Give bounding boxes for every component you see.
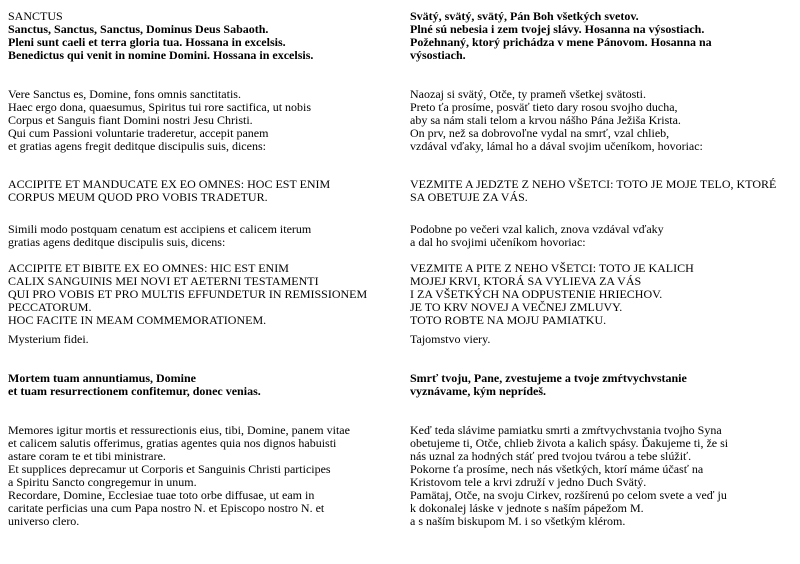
- left-paragraph: [8, 223, 393, 249]
- text-line: Požehnaný, ktorý prichádza v mene Pánovom. Hosanna na: [410, 35, 712, 49]
- text-line: Haec ergo dona, quaesumus, Spiritus tui rore sactifica, ut nobis: [8, 100, 312, 114]
- text-line: Mysterium fidei.: [8, 332, 89, 346]
- text-line: Naozaj si svätý, Otče, ty prameň všetkej svätosti.: [410, 87, 646, 101]
- text-line: a dal ho svojimi učeníkom hovoriac:: [410, 235, 586, 249]
- text-line: On prv, než sa dobrovoľne vydal na smrť, vzal chlieb,: [410, 126, 670, 140]
- text-line: Tajomstvo viery.: [410, 332, 491, 346]
- text-line: Pleni sunt caeli et terra gloria tua. Hossana in excelsis.: [8, 35, 286, 49]
- text-line: Simili modo postquam cenatum est accipiens et calicem iterum: [8, 222, 312, 236]
- text-line: Sanctus, Sanctus, Sanctus, Dominus Deus Sabaoth.: [8, 22, 269, 36]
- text-line: QUI PRO VOBIS ET PRO MULTIS EFFUNDETUR IN REMISSIONEM: [8, 287, 368, 301]
- text-line: vyznávame, kým neprídeš.: [410, 384, 546, 398]
- left-paragraph: [8, 424, 393, 528]
- text-line: Corpus et Sanguis fiant Domini nostri Jesu Christi.: [8, 113, 253, 127]
- right-paragraph: [410, 262, 795, 327]
- left-paragraph: [8, 178, 393, 204]
- text-line: Preto ťa prosíme, posväť tieto dary rosou svojho ducha,: [410, 100, 678, 114]
- text-line: JE TO KRV NOVEJ A VEČNEJ ZMLUVY.: [410, 300, 623, 314]
- left-paragraph: [8, 372, 393, 398]
- text-line: Smrť tvoju, Pane, zvestujeme a tvoje zmŕtvychvstanie: [410, 371, 687, 385]
- text-line: k dokonalej láske v jednote s naším pápežom M.: [410, 501, 644, 515]
- right-paragraph: [410, 333, 795, 346]
- text-line: I ZA VŠETKÝCH NA ODPUSTENIE HRIECHOV.: [410, 287, 663, 301]
- text-line: et tuam resurrectionem confitemur, donec venias.: [8, 384, 261, 398]
- left-paragraph: [8, 88, 393, 153]
- text-line: výsostiach.: [410, 48, 466, 62]
- text-line: et calicem salutis offerimus, gratias agentes quia nos dignos habuisti: [8, 436, 337, 450]
- text-line: Et supplices deprecamur ut Corporis et Sanguinis Christi participes: [8, 462, 331, 476]
- text-line: VEZMITE A PITE Z NEHO VŠETCI: TOTO JE KALICH: [410, 261, 694, 275]
- left-paragraph: [8, 23, 393, 62]
- text-line: universo clero.: [8, 514, 80, 528]
- left-paragraph: [8, 262, 393, 327]
- text-line: a s naším biskupom M. i so všetkým klérom.: [410, 514, 626, 528]
- text-line: Memores igitur mortis et ressurectionis eius, tibi, Domine, panem vitae: [8, 423, 350, 437]
- text-line: Pokorne ťa prosíme, nech nás všetkých, ktorí máme účasť na: [410, 462, 704, 476]
- left-paragraph: [8, 333, 393, 346]
- right-paragraph: [410, 88, 795, 153]
- text-line: SANCTUS: [8, 9, 63, 23]
- right-paragraph: [410, 372, 795, 398]
- text-line: Svätý, svätý, svätý, Pán Boh všetkých svetov.: [410, 9, 639, 23]
- text-line: Qui cum Passioni voluntarie traderetur, accepit panem: [8, 126, 269, 140]
- text-line: nás uznal za hodných stáť pred tvojou tvárou a tebe slúžiť.: [410, 449, 692, 463]
- text-line: PECCATORUM.: [8, 300, 92, 314]
- right-paragraph: [410, 424, 795, 528]
- text-line: Podobne po večeri vzal kalich, znova vzdával vďaky: [410, 222, 664, 236]
- text-line: Plné sú nebesia i zem tvojej slávy. Hosanna na výsostiach.: [410, 22, 705, 36]
- right-paragraph: [410, 10, 795, 62]
- text-line: SA OBETUJE ZA VÁS.: [410, 190, 528, 204]
- text-line: MOJEJ KRVI, KTORÁ SA VYLIEVA ZA VÁS: [410, 274, 642, 288]
- text-line: gratias agens deditque discipulis suis, dicens:: [8, 235, 226, 249]
- text-line: obetujeme ti, Otče, chlieb života a kalich spásy. Ďakujeme ti, že si: [410, 436, 729, 450]
- text-line: ACCIPITE ET MANDUCATE EX EO OMNES: HOC EST ENIM: [8, 177, 331, 191]
- right-paragraph: [410, 223, 795, 249]
- text-line: et gratias agens fregit deditque discipulis suis, dicens:: [8, 139, 266, 153]
- text-line: astare coram te et tibi ministrare.: [8, 449, 166, 463]
- text-line: CALIX SANGUINIS MEI NOVI ET AETERNI TESTAMENTI: [8, 274, 319, 288]
- text-line: aby sa nám stali telom a krvou nášho Pána Ježiša Krista.: [410, 113, 681, 127]
- text-line: VEZMITE A JEDZTE Z NEHO VŠETCI: TOTO JE MOJE TELO, KTORÉ: [410, 177, 777, 191]
- text-line: Mortem tuam annuntiamus, Domine: [8, 371, 196, 385]
- text-line: caritate perficias una cum Papa nostro N. et Episcopo nostro N. et: [8, 501, 325, 515]
- text-line: ACCIPITE ET BIBITE EX EO OMNES: HIC EST ENIM: [8, 261, 289, 275]
- text-line: Keď teda slávime pamiatku smrti a zmŕtvychvstania tvojho Syna: [410, 423, 722, 437]
- text-line: TOTO ROBTE NA MOJU PAMIATKU.: [410, 313, 607, 327]
- text-line: a Spiritu Sancto congregemur in unum.: [8, 475, 197, 489]
- text-line: Recordare, Domine, Ecclesiae tuae toto orbe diffusae, ut eam in: [8, 488, 315, 502]
- right-paragraph: [410, 178, 795, 204]
- text-line: CORPUS MEUM QUOD PRO VOBIS TRADETUR.: [8, 190, 268, 204]
- text-line: vzdával vďaky, lámal ho a dával svojim učeníkom, hovoriac:: [410, 139, 703, 153]
- text-line: Kristovom tele a krvi združí v jedno Duch Svätý.: [410, 475, 647, 489]
- text-line: Pamätaj, Otče, na svoju Cirkev, rozšírenú po celom svete a veď ju: [410, 488, 727, 502]
- text-line: HOC FACITE IN MEAM COMMEMORATIONEM.: [8, 313, 267, 327]
- text-line: Vere Sanctus es, Domine, fons omnis sanctitatis.: [8, 87, 241, 101]
- text-line: Benedictus qui venit in nomine Domini. Hossana in excelsis.: [8, 48, 314, 62]
